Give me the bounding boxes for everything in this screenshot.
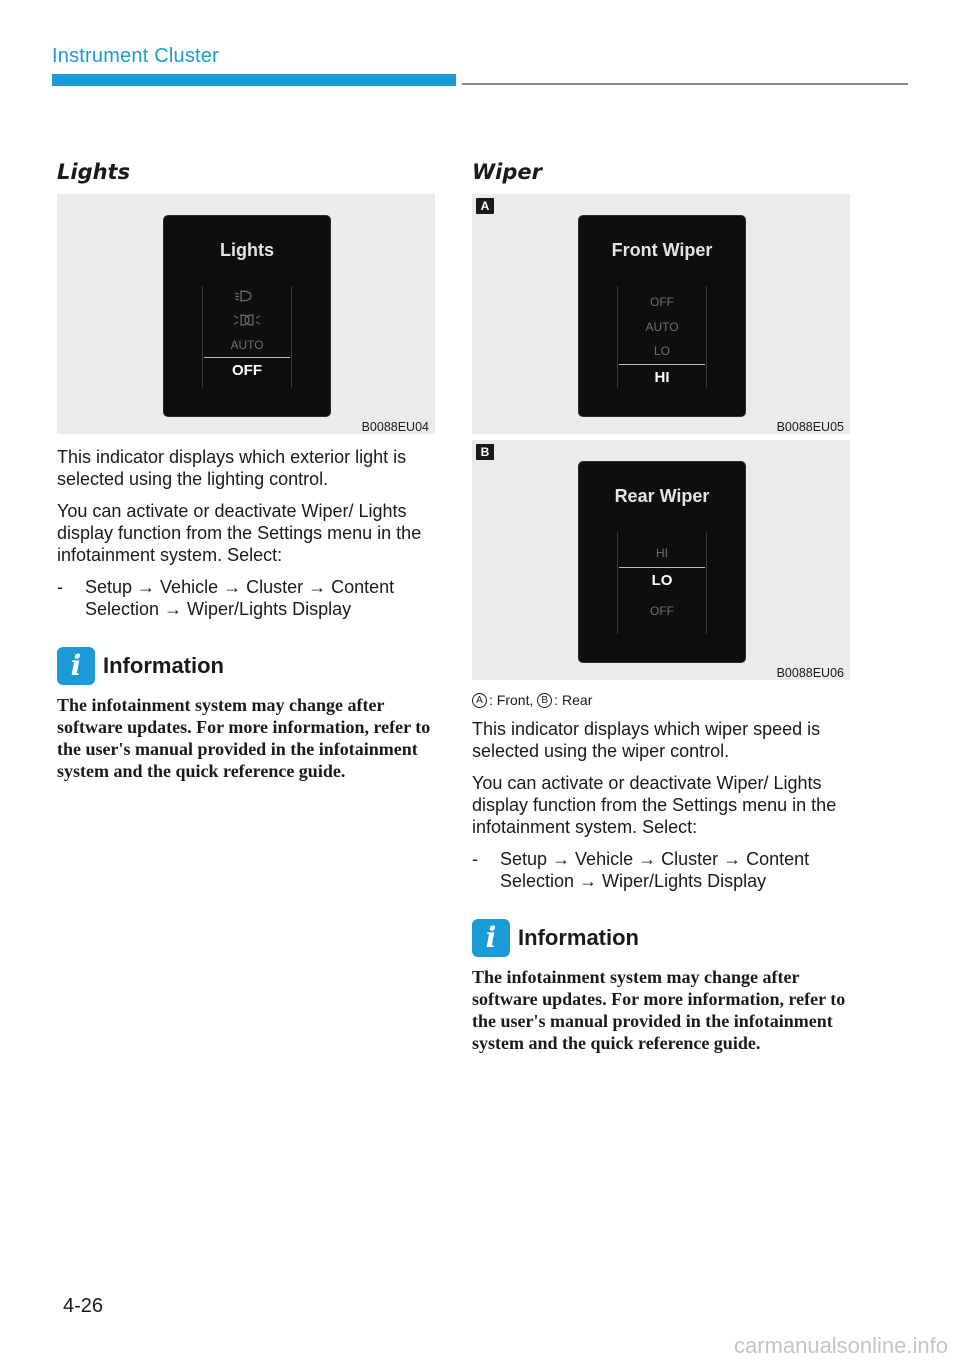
front-wiper-option-hi: HI [619, 364, 705, 386]
info-label: Information [103, 653, 224, 678]
wiper-settings-path [472, 848, 850, 892]
list-dash: - [57, 577, 63, 597]
figure-letter-b: B [476, 444, 494, 460]
wiper-column [472, 160, 850, 1054]
info-label: Information [518, 925, 639, 950]
caption-text-front: : Front, [489, 692, 538, 708]
caption-text-rear: : Rear [554, 692, 593, 708]
figure-letter-a: A [476, 198, 494, 214]
header-accent-bar [52, 74, 456, 86]
lights-display-screen [163, 215, 331, 417]
rear-wiper-figure [472, 440, 850, 680]
header-divider [462, 83, 908, 85]
lights-option-auto: AUTO [230, 338, 264, 352]
lights-heading: Lights [57, 160, 131, 184]
caption-letter-b: B [537, 693, 552, 708]
front-wiper-option-auto: AUTO [645, 320, 679, 334]
settings-path-text: Setup → Vehicle → Cluster → Content Selection → Wiper/Lights Display [500, 849, 810, 891]
rear-wiper-screen-title: Rear Wiper [614, 486, 710, 506]
front-wiper-display-screen [578, 215, 746, 417]
front-wiper-option-off: OFF [650, 295, 674, 309]
figure-code: B0088EU04 [361, 420, 429, 434]
info-icon: i [57, 647, 95, 685]
lights-figure [57, 194, 435, 434]
position-light-icon [164, 312, 330, 328]
header-section-title: Instrument Cluster [52, 45, 219, 67]
wiper-info-header [472, 918, 850, 958]
front-wiper-option-lo: LO [653, 344, 670, 358]
list-dash: - [472, 849, 478, 869]
figure-code: B0088EU06 [776, 666, 844, 680]
lights-info-header [57, 646, 435, 686]
wiper-description: This indicator displays which wiper speed is selected using the wiper control. [472, 719, 821, 761]
info-icon: i [472, 919, 510, 957]
rear-wiper-option-hi: HI [656, 546, 668, 560]
lights-column [57, 160, 435, 782]
figure-code: B0088EU05 [776, 420, 844, 434]
watermark[interactable]: carmanualsonline.info [733, 1333, 948, 1358]
lights-screen-title: Lights [220, 240, 274, 260]
front-wiper-figure [472, 194, 850, 434]
caption-letter-a: A [472, 693, 487, 708]
wiper-settings-text: You can activate or deactivate Wiper/ Lights display function from the Settings menu in the infotainment system. Select: [472, 773, 837, 837]
lights-info-body: The infotainment system may change after software updates. For more information, refer to the user's manual provided in the infotainment system and the quick reference guide. [57, 695, 431, 781]
headlight-low-icon [164, 288, 330, 304]
wiper-figure-caption [472, 692, 850, 708]
wiper-heading: Wiper [472, 160, 542, 184]
lights-settings-text: You can activate or deactivate Wiper/ Lights display function from the Settings menu in the infotainment system. Select: [57, 501, 422, 565]
page-number: 4-26 [63, 1295, 104, 1317]
lights-settings-path [57, 576, 435, 620]
wiper-info-body: The infotainment system may change after software updates. For more information, refer to the user's manual provided in the infotainment system and the quick reference guide. [472, 967, 846, 1053]
settings-path-text: Setup → Vehicle → Cluster → Content Selection → Wiper/Lights Display [85, 577, 395, 619]
lights-option-off: OFF [204, 357, 290, 379]
rear-wiper-option-off: OFF [650, 604, 674, 618]
front-wiper-screen-title: Front Wiper [611, 240, 713, 260]
lights-description: This indicator displays which exterior light is selected using the lighting control. [57, 447, 407, 489]
rear-wiper-option-lo: LO [619, 567, 705, 589]
rear-wiper-display-screen [578, 461, 746, 663]
